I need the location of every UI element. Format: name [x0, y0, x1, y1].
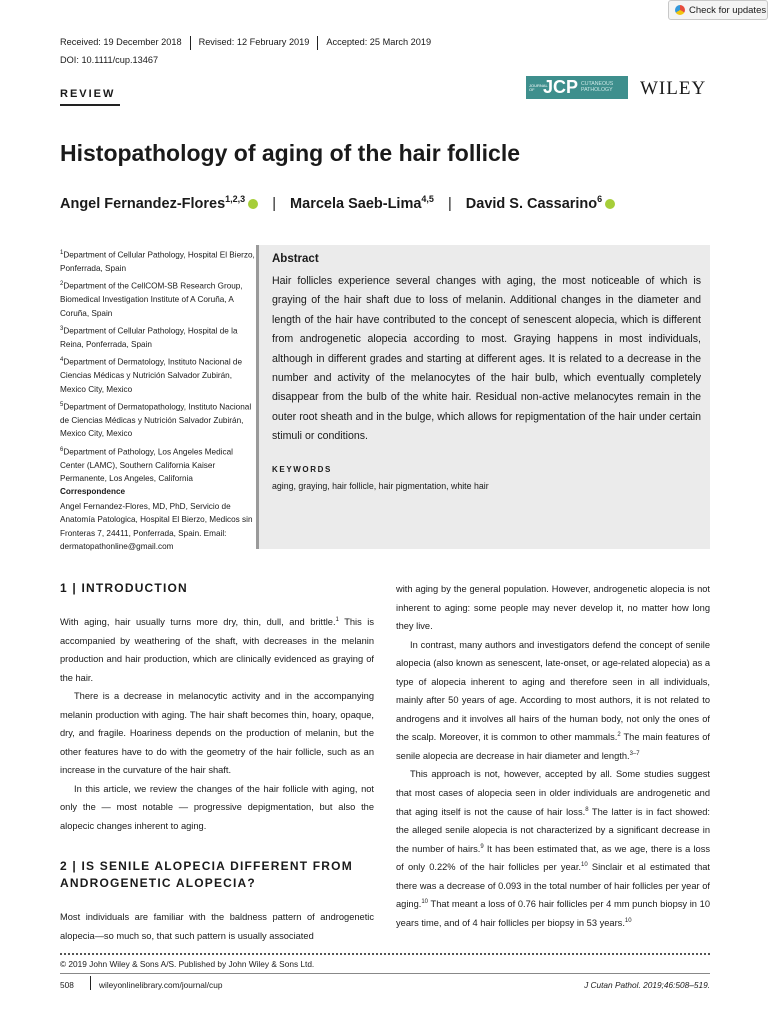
paragraph: [60, 613, 374, 687]
check-for-updates-label: Check for updates: [689, 4, 767, 16]
journal-url[interactable]: wileyonlinelibrary.com/journal/cup: [99, 980, 223, 990]
copyright-notice: © 2019 John Wiley & Sons A/S. Published by John Wiley & Sons Ltd.: [60, 959, 315, 969]
affiliation-number: 4: [60, 357, 64, 364]
affiliation-item: [60, 323, 255, 351]
author-name[interactable]: Angel Fernandez-Flores: [60, 195, 226, 212]
keywords-heading: KEYWORDS: [272, 465, 332, 474]
citation-ref[interactable]: 8: [585, 806, 589, 813]
paragraph-text: That meant a loss of 0.76 hair follicles per 4 mm punch biopsy in 10 years time, and of 4 hair follicles per biopsy in 53 years.: [396, 899, 710, 928]
affiliation-item: [60, 247, 255, 275]
correspondence-text: Angel Fernandez-Flores, MD, PhD, Servicio de Anatomía Patologica, Hospital El Bierzo, Medicos sin Fronteras 7, 24411, Ponferrada, Spain. Email: dermatopathonline@gmail.com: [60, 502, 253, 551]
affiliation-number: 1: [60, 250, 64, 256]
doi[interactable]: DOI: 10.1111/cup.13467: [60, 55, 159, 65]
citation-ref[interactable]: 10: [624, 917, 632, 924]
affiliation-text: Department of Dermatopathology, Instituto Nacional de Ciencias Médicas y Nutrición Salvador Zubirán, Mexico City, Mexico: [60, 402, 252, 439]
check-for-updates-button[interactable]: [668, 0, 768, 20]
affiliation-text: Department of Cellular Pathology, Hospital El Bierzo, Ponferrada, Spain: [60, 250, 255, 274]
journal-logo-acronym: JCP: [543, 77, 579, 97]
citation-ref[interactable]: 3–7: [629, 750, 640, 757]
footer-dotted-rule: [60, 953, 710, 955]
correspondence-heading: Correspondence: [60, 487, 126, 496]
paragraph-text: This approach is not, however, accepted by all. Some studies suggest that most cases of alopecia seen in older individuals are androgenetic and that aging itself is not the cause of hair loss.: [396, 769, 710, 817]
section-2-body: [60, 908, 374, 945]
citation-ref[interactable]: 9: [480, 843, 484, 850]
paragraph: In this article, we review the changes of the hair follicle with aging, not only the — most notable — progressive depigmentation, but also the alopecic changes inherent to aging.: [60, 783, 374, 832]
journal-logo: [526, 76, 628, 99]
author-list: [60, 194, 615, 212]
affiliation-number: 3: [60, 325, 64, 332]
abstract-text: Hair follicles experience several changes with aging, the most noticeable of which is graying of the hair shaft due to loss of melanin. Additional changes in the diameter and length of the hair have contributed to the concept of senescent alopecia, which is different from androgenetic alopecia according to most. Graying happens in most individuals, although in different grades and starting at different ages. It is related to a decrease in the number and activity of the melanocytes of the hair bulb, which eventually completely disappear from the bulb of the white hair. Residual non-active melanocytes remain in the outer root sheath and in the bulge, which allows for repigmentation of the hair under certain stimuli or conditions.: [272, 275, 701, 443]
journal-citation: J Cutan Pathol. 2019;46:508–519.: [584, 980, 710, 990]
citation-ref[interactable]: 10: [421, 899, 429, 906]
article-dates: [60, 36, 439, 50]
section-1-heading: 1 | INTRODUCTION: [60, 581, 188, 595]
author-affiliation-ref: 4,5: [421, 194, 434, 204]
article-type: REVIEW: [60, 88, 116, 100]
citation-ref[interactable]: 10: [581, 862, 588, 869]
paragraph: [396, 765, 710, 932]
affiliation-number: 5: [60, 401, 64, 408]
paragraph-text: The latter is in fact showed: the alleged senile alopecia is not characterized by a significant decrease in the number of hairs.: [396, 806, 710, 854]
affiliations: [60, 247, 255, 488]
paragraph: There is a decrease in melanocytic activity and in the accompanying melanin production with aging. The hair shaft becomes thin, hoary, opaque, dry, and fragile. Hoariness depends on the production of melanin, but the other features have to do with the geometry of the hair follicle, such as an increase in the curvature of the hair shaft.: [60, 691, 374, 776]
citation-ref[interactable]: 2: [617, 732, 621, 739]
revised-date: Revised: 12 February 2019: [198, 37, 310, 48]
journal-logo-name: [581, 82, 613, 93]
paragraph-text: This is accompanied by weathering of the shaft, with decreases in the melanin production and hair production, which are clinically evidenced as graying of the hair.: [60, 617, 374, 683]
journal-logo-line1: CUTANEOUS: [581, 80, 614, 87]
paragraph-text: In contrast, many authors and investigators defend the concept of senile alopecia (also known as senescent, late-onset, or age-related alopecia) as a type of alopecia inherent to aging and therefore seen in all individuals, mainly after 50 years of age. According to most authors, it is not related to androgens and it involves all hairs of the human body, not only the ones of the scalp. Moreover, it is common to other mammals.: [396, 639, 710, 743]
page-number: 508: [60, 980, 74, 990]
citation-ref[interactable]: 1: [335, 616, 339, 623]
paragraph-text: It has been estimated that, as we age, there is a loss of only 0.22% of the hair follicles per year.: [396, 843, 711, 873]
abstract-heading: Abstract: [272, 253, 319, 265]
affiliation-item: [60, 444, 255, 486]
paragraph-text: Sinclair et al estimated that there was a decrease of 0.093 in the total number of hair follicles per year of aging.: [396, 862, 711, 910]
right-column-body: [396, 580, 710, 932]
affiliation-item: [60, 278, 255, 320]
affiliation-number: 2: [60, 281, 64, 288]
orcid-icon[interactable]: [248, 199, 258, 209]
article-type-underline: [60, 104, 120, 106]
affiliation-item: [60, 399, 255, 441]
affiliation-text: Department of the CellCOM-SB Research Group, Biomedical Investigation Institute of A Coruña, A Coruña, Spain: [60, 282, 243, 318]
paragraph: with aging by the general population. However, androgenetic alopecia is not inherent to aging: some people may never develop it, no matter how long they live.: [396, 584, 710, 632]
paragraph-text: The main features of senile alopecia are decrease in hair diameter and length.: [396, 732, 710, 761]
journal-logo-line2: PATHOLOGY: [581, 86, 613, 93]
footer-divider: [90, 976, 91, 990]
author-separator: |: [447, 195, 452, 212]
affiliation-item: [60, 354, 255, 396]
affiliation-text: Department of Dermatology, Instituto Nacional de Ciencias Médicas y Nutrición Salvador Zubirán, Mexico City, Mexico: [60, 358, 243, 394]
section-2-heading: 2 | IS SENILE ALOPECIA DIFFERENT FROM ANDROGENETIC ALOPECIA?: [60, 859, 353, 890]
accepted-date: Accepted: 25 March 2019: [326, 37, 432, 48]
author-affiliation-ref: 1,2,3: [225, 194, 246, 204]
publisher-logo: WILEY: [640, 78, 707, 99]
paragraph: [396, 636, 710, 766]
section-1-body: [60, 613, 374, 836]
author-name[interactable]: David S. Cassarino: [465, 195, 598, 212]
crossmark-icon: [675, 5, 685, 15]
orcid-icon[interactable]: [605, 199, 615, 209]
affiliation-text: Department of Cellular Pathology, Hospital de la Reina, Ponferrada, Spain: [60, 326, 238, 349]
journal-logo-prefix: JOURNAL OF: [529, 82, 548, 92]
footer-rule: [60, 973, 710, 974]
keywords: aging, graying, hair follicle, hair pigmentation, white hair: [272, 481, 489, 491]
paragraph: Most individuals are familiar with the baldness pattern of androgenetic alopecia—so much so, that such pattern is usually associated: [60, 912, 374, 941]
affiliation-text: Department of Pathology, Los Angeles Medical Center (LAMC), Southern California Kaiser Permanente, Los Angeles, California: [60, 447, 233, 483]
affiliation-number: 6: [60, 446, 64, 453]
author-separator: |: [272, 195, 277, 212]
received-date: Received: 19 December 2018: [60, 37, 182, 48]
author-affiliation-ref: 6: [597, 194, 603, 204]
author-name[interactable]: Marcela Saeb-Lima: [290, 195, 422, 212]
article-title: Histopathology of aging of the hair follicle: [60, 140, 520, 166]
paragraph-text: With aging, hair usually turns more dry, thin, dull, and brittle.: [60, 617, 336, 627]
